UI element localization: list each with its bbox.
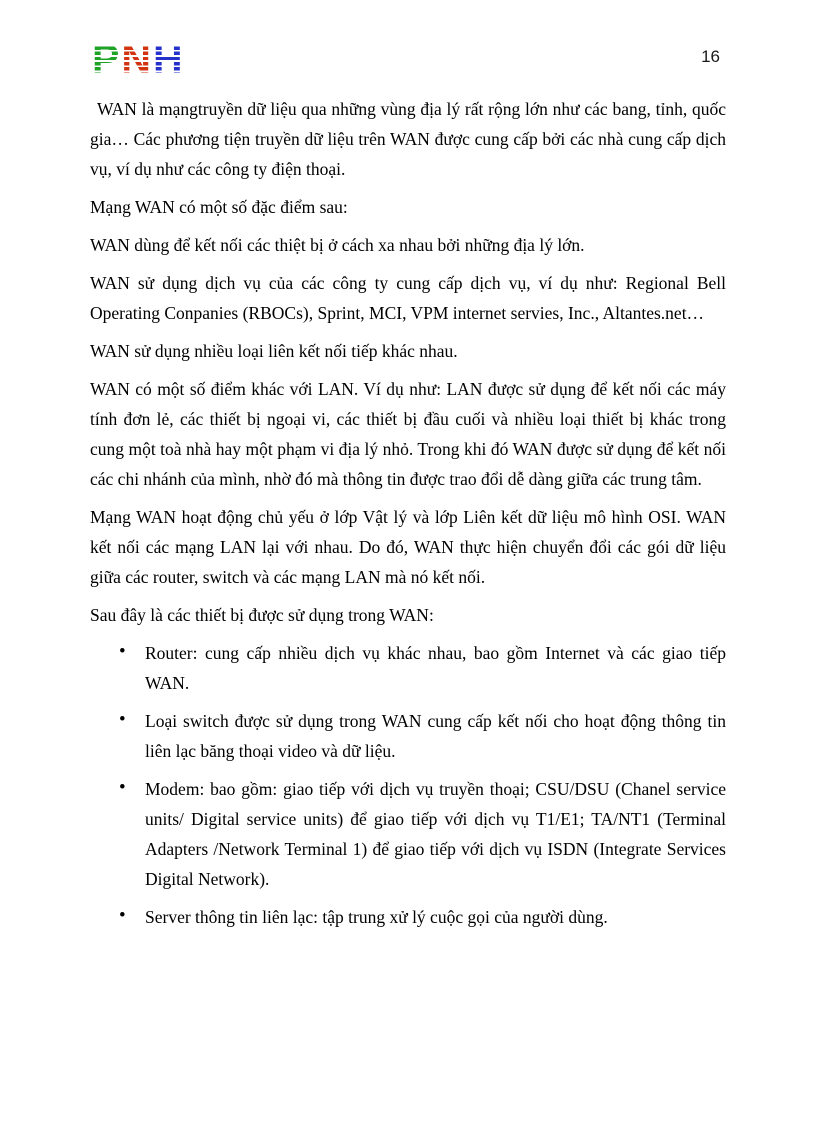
paragraph-wan-features-heading: Mạng WAN có một số đặc điểm sau: [90, 197, 348, 217]
bullet-icon: • [119, 709, 126, 730]
logo-letter-h: H [152, 36, 183, 82]
list-item-router [90, 638, 726, 698]
logo-letter-n: N [121, 36, 151, 82]
list-item-text: Server thông tin liên lạc: tập trung xử lý cuộc gọi của người dùng. [145, 907, 608, 927]
list-item-text: Modem: bao gồm: giao tiếp với dịch vụ truyền thoại; CSU/DSU (Chanel service units/ Digital service units) để giao tiếp với dịch vụ T1/E1; TA/NT1 (Terminal Adapters /Network Terminal 1) để giao tiếp với dịch vụ ISDN (Integrate Services Digital Network). [145, 779, 726, 889]
bullet-icon: • [119, 777, 126, 798]
logo-letter-p: P [92, 36, 120, 82]
paragraph-wan-connect-devices: WAN dùng để kết nối các thiệt bị ở cách xa nhau bởi những địa lý lớn. [90, 235, 585, 255]
paragraph-wan-serial-links: WAN sử dụng nhiều loại liên kết nối tiếp khác nhau. [90, 341, 458, 361]
list-item-server [90, 902, 726, 932]
page-content [90, 94, 726, 940]
list-item-modem [90, 774, 726, 894]
paragraph-wan-vs-lan: WAN có một số điểm khác với LAN. Ví dụ như: LAN được sử dụng để kết nối các máy tính đơn lẻ, các thiết bị ngoại vi, các thiết bị đầu cuối và nhiều loại thiết bị khác trong cung một toà nhà hay một phạm vi địa lý nhỏ. Trong khi đó WAN được sử dụng để kết nối các chi nhánh của mình, nhờ đó mà thông tin được trao đổi dễ dàng giữa các trung tâm. [90, 379, 726, 489]
paragraph-wan-service-providers: WAN sử dụng dịch vụ của các công ty cung cấp dịch vụ, ví dụ như: Regional Bell Operating Conpanies (RBOCs), Sprint, MCI, VPM internet servies, Inc., Altantes.net… [90, 273, 726, 323]
bullet-icon: • [119, 905, 126, 926]
paragraph-wan-devices-heading: Sau đây là các thiết bị được sử dụng trong WAN: [90, 605, 434, 625]
wan-devices-list [90, 638, 726, 932]
paragraph-wan-osi-layers: Mạng WAN hoạt động chủ yếu ở lớp Vật lý và lớp Liên kết dữ liệu mô hình OSI. WAN kết nối các mạng LAN lại với nhau. Do đó, WAN thực hiện chuyển đổi các gói dữ liệu giữa các router, switch và các mạng LAN mà nó kết nối. [90, 507, 726, 587]
page-number: 16 [701, 47, 720, 66]
bullet-icon: • [119, 641, 126, 662]
list-item-switch [90, 706, 726, 766]
list-item-text: Router: cung cấp nhiều dịch vụ khác nhau, bao gồm Internet và các giao tiếp WAN. [145, 643, 726, 693]
pnh-logo [92, 36, 185, 83]
paragraph-wan-definition: WAN là mạngtruyền dữ liệu qua những vùng địa lý rất rộng lớn như các bang, tỉnh, quốc gia… Các phương tiện truyền dữ liệu trên WAN được cung cấp bởi các nhà cung cấp dịch vụ, ví dụ như các công ty điện thoại. [90, 99, 726, 179]
list-item-text: Loại switch được sử dụng trong WAN cung cấp kết nối cho hoạt động thông tin liên lạc băng thoại video và dữ liệu. [145, 711, 726, 761]
